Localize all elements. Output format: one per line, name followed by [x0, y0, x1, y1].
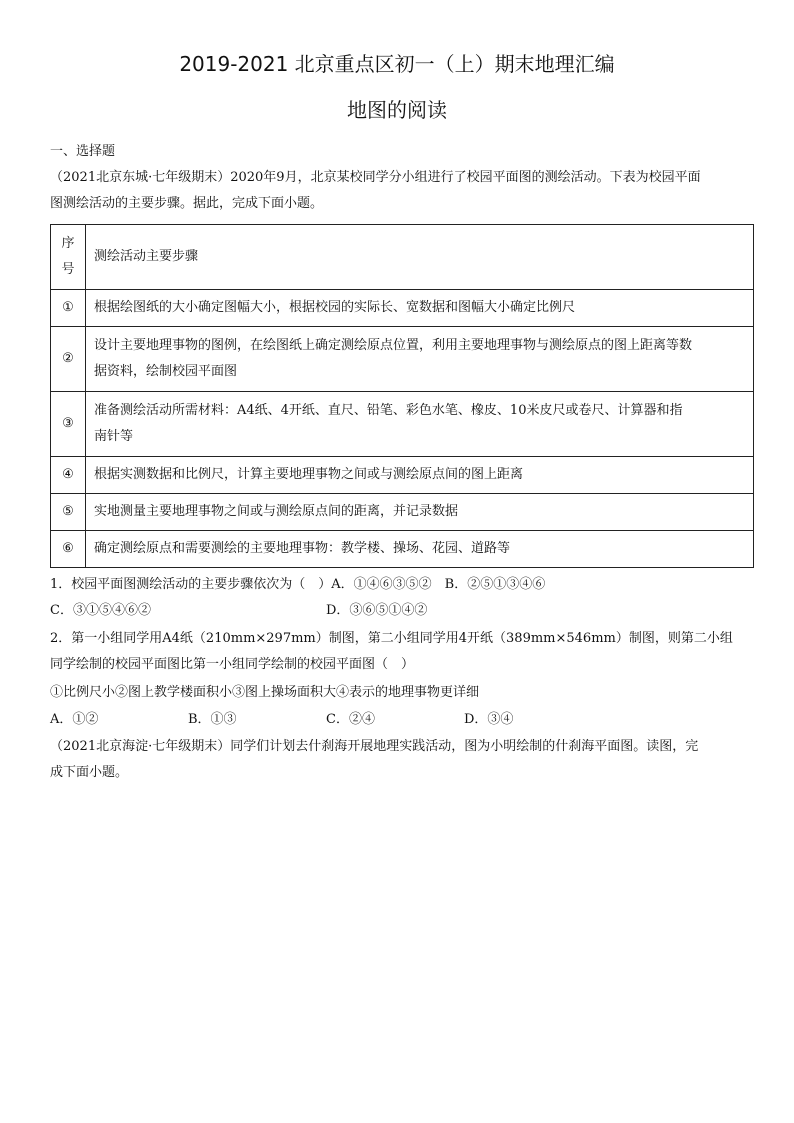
intro-paragraph-2: [50, 734, 754, 786]
question-1-option-d: D．③⑥⑤①④②: [326, 603, 428, 618]
step-text: [86, 327, 754, 392]
header-num-label: 号: [61, 262, 75, 277]
step-text-line: 根据实测数据和比例尺，计算主要地理事物之间或与测绘原点间的图上距离: [94, 467, 524, 482]
question-2-option-c: C．②④: [326, 712, 375, 727]
intro-line: （2021北京海淀·七年级期末）同学们计划去什刹海开展地理实践活动，图为小明绘制的什刹海平面图。读图，完: [50, 739, 699, 754]
step-text: [86, 392, 754, 457]
step-text-line: 南针等: [94, 429, 134, 444]
intro-paragraph-1: [50, 165, 754, 217]
step-text-line: 实地测量主要地理事物之间或与测绘原点间的距离，并记录数据: [94, 504, 459, 519]
step-number: ⑤: [51, 494, 86, 531]
question-2-stem: [50, 626, 754, 678]
question-2-statements: ①比例尺小②图上教学楼面积小③图上操场面积大④表示的地理事物更详细: [50, 685, 480, 700]
table-header-row: [51, 225, 754, 290]
step-number: ③: [51, 392, 86, 457]
step-text: [86, 457, 754, 494]
step-text: [86, 494, 754, 531]
step-text-line: 准备测绘活动所需材料：A4纸、4开纸、直尺、铅笔、彩色水笔、橡皮、10米皮尺或卷尺、计算器和指: [94, 403, 683, 418]
intro-line: 图测绘活动的主要步骤。据此，完成下面小题。: [50, 196, 324, 211]
section-heading: 一、选择题: [50, 144, 116, 159]
step-text: [86, 290, 754, 327]
document-subtitle: 地图的阅读: [347, 98, 447, 122]
table-row: [51, 290, 754, 327]
question-2-line: 2．第一小组同学用A4纸（210mm×297mm）制图，第二小组同学用4开纸（389mm×546mm）制图，则第二小组: [50, 631, 733, 646]
steps-table: [50, 224, 754, 568]
question-2-option-a: A．①②: [50, 712, 99, 727]
question-2-option-d: D．③④: [464, 712, 514, 727]
step-number: ⑥: [51, 531, 86, 568]
table-row: [51, 457, 754, 494]
question-2-option-b: B．①③: [188, 712, 237, 727]
step-text: [86, 531, 754, 568]
step-number: ②: [51, 327, 86, 392]
document-title: 2019-2021 北京重点区初一（上）期末地理汇编: [179, 52, 615, 76]
step-text-line: 确定测绘原点和需要测绘的主要地理事物：教学楼、操场、花园、道路等: [94, 541, 511, 556]
step-number: ④: [51, 457, 86, 494]
table-row: [51, 494, 754, 531]
table-row: [51, 327, 754, 392]
intro-line: （2021北京东城·七年级期末）2020年9月，北京某校同学分小组进行了校园平面图的测绘活动。下表为校园平面: [50, 170, 701, 185]
step-text-line: 根据绘图纸的大小确定图幅大小，根据校园的实际长、宽数据和图幅大小确定比例尺: [94, 300, 576, 315]
question-1-option-c: C．③①⑤④⑥②: [50, 603, 151, 618]
header-text-cell: 测绘活动主要步骤: [86, 225, 754, 290]
table-row: [51, 392, 754, 457]
step-text-line: 设计主要地理事物的图例，在绘图纸上确定测绘原点位置，利用主要地理事物与测绘原点的图上距离等数: [94, 338, 693, 353]
step-text-line: 据资料，绘制校园平面图: [94, 364, 238, 379]
table-row: [51, 531, 754, 568]
question-2-line: 同学绘制的校园平面图比第一小组同学绘制的校园平面图（ ）: [50, 657, 415, 672]
header-num-cell: [51, 225, 86, 290]
question-1-stem: 1．校园平面图测绘活动的主要步骤依次为（ ）A．①④⑥③⑤② B．②⑤①③④⑥: [50, 577, 546, 592]
step-number: ①: [51, 290, 86, 327]
intro-line: 成下面小题。: [50, 765, 129, 780]
header-num-label: 序: [61, 236, 75, 251]
